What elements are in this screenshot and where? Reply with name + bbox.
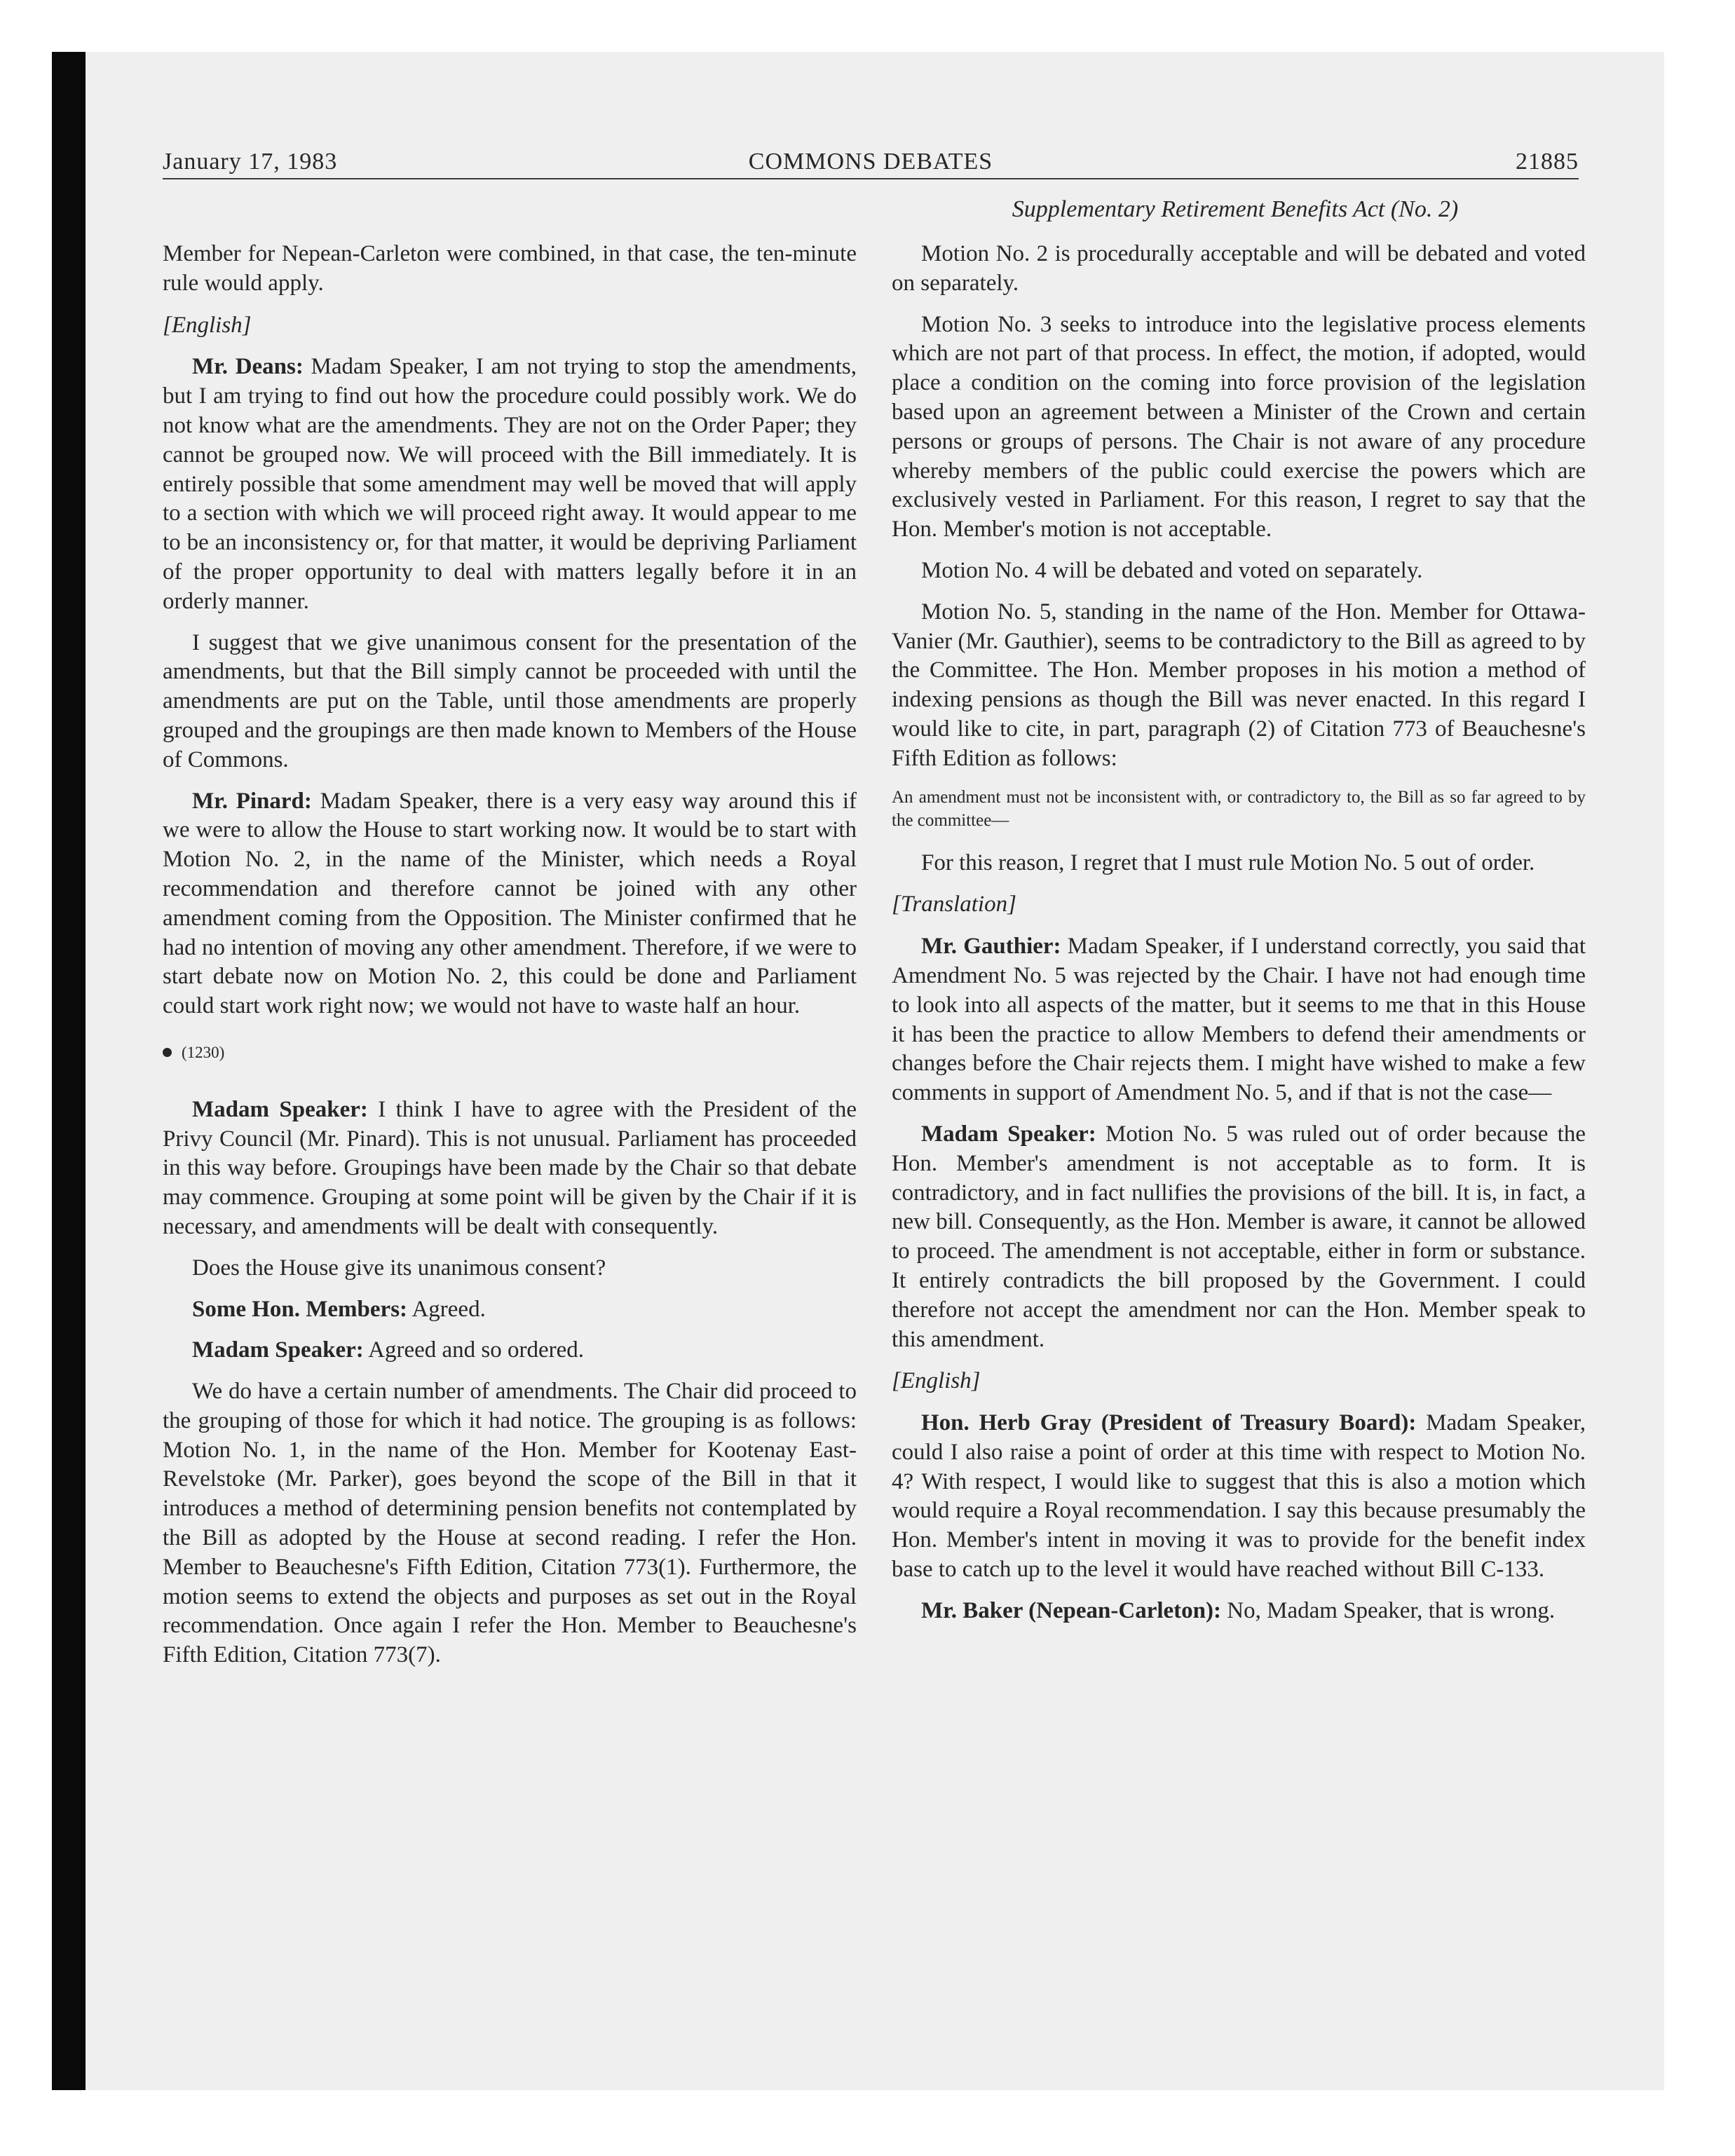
speech-paragraph <box>163 1295 857 1325</box>
paragraph: We do have a certain number of amendments. The Chair did proceed to the grouping of those for which it had notice. The grouping is as follows: Motion No. 1, in the name of the Hon. Member for Kootenay East-Revelstoke (Mr. Parker), goes beyond the scope of the Bill in that it introduces a method of determining pension benefits not contemplated by the Bill as adopted by the House at second reading. I refer the Hon. Member to Beauchesne's Fifth Edition, Citation 773(1). Furthermore, the motion seems to extend the objects and purposes as set out in the Royal recommendation. Once again I refer the Hon. Member to Beauchesne's Fifth Edition, Citation 773(7). <box>163 1379 857 1668</box>
speaker-name: Mr. Pinard: <box>192 788 312 814</box>
speech-paragraph <box>163 1336 857 1365</box>
speech-text: Madam Speaker, I am not trying to stop the amendments, but I am trying to find out how the procedure could possibly work. We do not know what are the amendments. They are not on the Order Paper; they cannot be grouped now. We will proceed with the Bill immediately. It is entirely possible that some amendment may well be moved that will apply to a section with which we will proceed right away. It would appear to me to be an inconsistency or, for that matter, it would be depriving Parliament of the proper opportunity to deal with matters legally before it in an orderly manner. <box>163 354 857 614</box>
language-marker: [Translation] <box>892 892 1016 917</box>
speaker-name: Some Hon. Members: <box>192 1296 408 1322</box>
citation-quote: An amendment must not be inconsistent with, or contradictory to, the Bill as so far agreed to by the committee— <box>892 787 1586 830</box>
speaker-name: Mr. Gauthier: <box>921 934 1061 960</box>
time-marker <box>163 1038 857 1067</box>
speech-text: Motion No. 5 was ruled out of order because the Hon. Member's amendment is not acceptable as to form. It is contradictory, and in fact nullifies the provisions of the bill. It is, in fact, a new bill. Consequently, as the Hon. Member is aware, it cannot be allowed to proceed. The amendment is not acceptable, either in form or substance. It entirely contradicts the bill proposed by the Government. I could therefore not accept the amendment nor can the Hon. Member speak to this amendment. <box>892 1121 1586 1352</box>
speech-text: Madam Speaker, if I understand correctly, you said that Amendment No. 5 was rejected by the Chair. I have not had enough time to look into all aspects of the matter, but it seems to me that in this House it has been the practice to allow Members to defend their amendments or changes before the Chair rejects them. I might have wished to make a few comments in support of Amendment No. 5, and if that is not the case— <box>892 934 1586 1106</box>
speech-paragraph <box>163 353 857 616</box>
header-title: COMMONS DEBATES <box>748 149 993 175</box>
right-column <box>892 240 1586 1638</box>
running-header <box>163 143 1579 179</box>
speech-text: Madam Speaker, could I also raise a point of order at this time with respect to Motion No. 4? With respect, I would like to suggest that this is also a motion which would require a Royal recommendation. I say this because presumably the Hon. Member's intent in moving it was to provide for the benefit index base to catch up to the level it would have reached without Bill C-133. <box>892 1410 1586 1583</box>
speaker-name: Hon. Herb Gray (President of Treasury Board): <box>921 1410 1417 1436</box>
speech-paragraph <box>892 1597 1586 1626</box>
speech-text: Madam Speaker, there is a very easy way around this if we were to allow the House to start working now. It would be to start with Motion No. 2, in the name of the Minister, which needs a Royal recommendation and therefore cannot be joined with any other amendment coming from the Opposition. The Minister confirmed that he had no intention of moving any other amendment. Therefore, if we were to start debate now on Motion No. 2, this could be done and Parliament could start work right now; we would not have to waste half an hour. <box>163 788 857 1019</box>
section-subtitle: Supplementary Retirement Benefits Act (No. 2) <box>1012 196 1459 222</box>
left-column <box>163 240 857 1682</box>
paragraph: Motion No. 3 seeks to introduce into the legislative process elements which are not part of that process. In effect, the motion, if adopted, would place a condition on the coming into force provision of the legislation based upon an agreement between a Minister of the Crown and certain persons or groups of persons. The Chair is not aware of any procedure whereby members of the public could exercise the powers which are exclusively vested in Parliament. For this reason, I regret to say that the Hon. Member's motion is not acceptable. <box>892 311 1586 543</box>
speech-text: Agreed. <box>407 1296 486 1322</box>
speaker-name: Madam Speaker: <box>192 1096 368 1122</box>
speech-paragraph <box>892 932 1586 1108</box>
binding-edge <box>52 52 86 2090</box>
speech-text: No, Madam Speaker, that is wrong. <box>1221 1597 1556 1623</box>
paragraph: Motion No. 2 is procedurally acceptable and will be debated and voted on separately. <box>892 241 1586 296</box>
paragraph: For this reason, I regret that I must rule Motion No. 5 out of order. <box>921 850 1535 875</box>
speech-text: I think I have to agree with the President of the Privy Council (Mr. Pinard). This is not unusual. Parliament has proceeded in this way before. Groupings have been made by the Chair so that debate may commence. Grouping at some point will be given by the Chair if it is necessary, and amendments will be dealt with consequently. <box>163 1096 857 1239</box>
time-marker-text: (1230) <box>182 1043 225 1061</box>
speaker-name: Madam Speaker: <box>921 1121 1096 1147</box>
speech-text: Agreed and so ordered. <box>363 1337 585 1363</box>
language-marker: [English] <box>892 1368 981 1394</box>
speech-paragraph <box>892 1120 1586 1354</box>
paragraph: Motion No. 4 will be debated and voted on separately. <box>921 557 1423 583</box>
paragraph: Motion No. 5, standing in the name of the Hon. Member for Ottawa-Vanier (Mr. Gauthier), seems to be contradictory to the Bill as agreed to by the Committee. The Hon. Member proposes in his motion a method of indexing pensions as though the Bill was never enacted. In this regard I would like to cite, in part, paragraph (2) of Citation 773 of Beauchesne's Fifth Edition as follows: <box>892 599 1586 771</box>
speech-paragraph <box>892 1409 1586 1585</box>
bullet-icon <box>163 1048 172 1057</box>
speaker-name: Mr. Deans: <box>192 354 304 380</box>
speech-paragraph <box>163 1096 857 1242</box>
paragraph: Member for Nepean-Carleton were combined, in that case, the ten-minute rule would apply. <box>163 241 857 296</box>
header-page-number: 21885 <box>1516 149 1579 175</box>
language-marker: [English] <box>163 312 252 338</box>
speaker-name: Mr. Baker (Nepean-Carleton): <box>921 1597 1222 1623</box>
speech-paragraph <box>163 787 857 1021</box>
header-date: January 17, 1983 <box>163 149 338 175</box>
paragraph: I suggest that we give unanimous consent for the presentation of the amendments, but that the Bill simply cannot be proceeded with until the amendments are put on the Table, until those amendments are properly grouped and the groupings are then made known to Members of the House of Commons. <box>163 629 857 772</box>
speaker-name: Madam Speaker: <box>192 1337 364 1363</box>
paragraph: Does the House give its unanimous consent? <box>192 1255 606 1281</box>
